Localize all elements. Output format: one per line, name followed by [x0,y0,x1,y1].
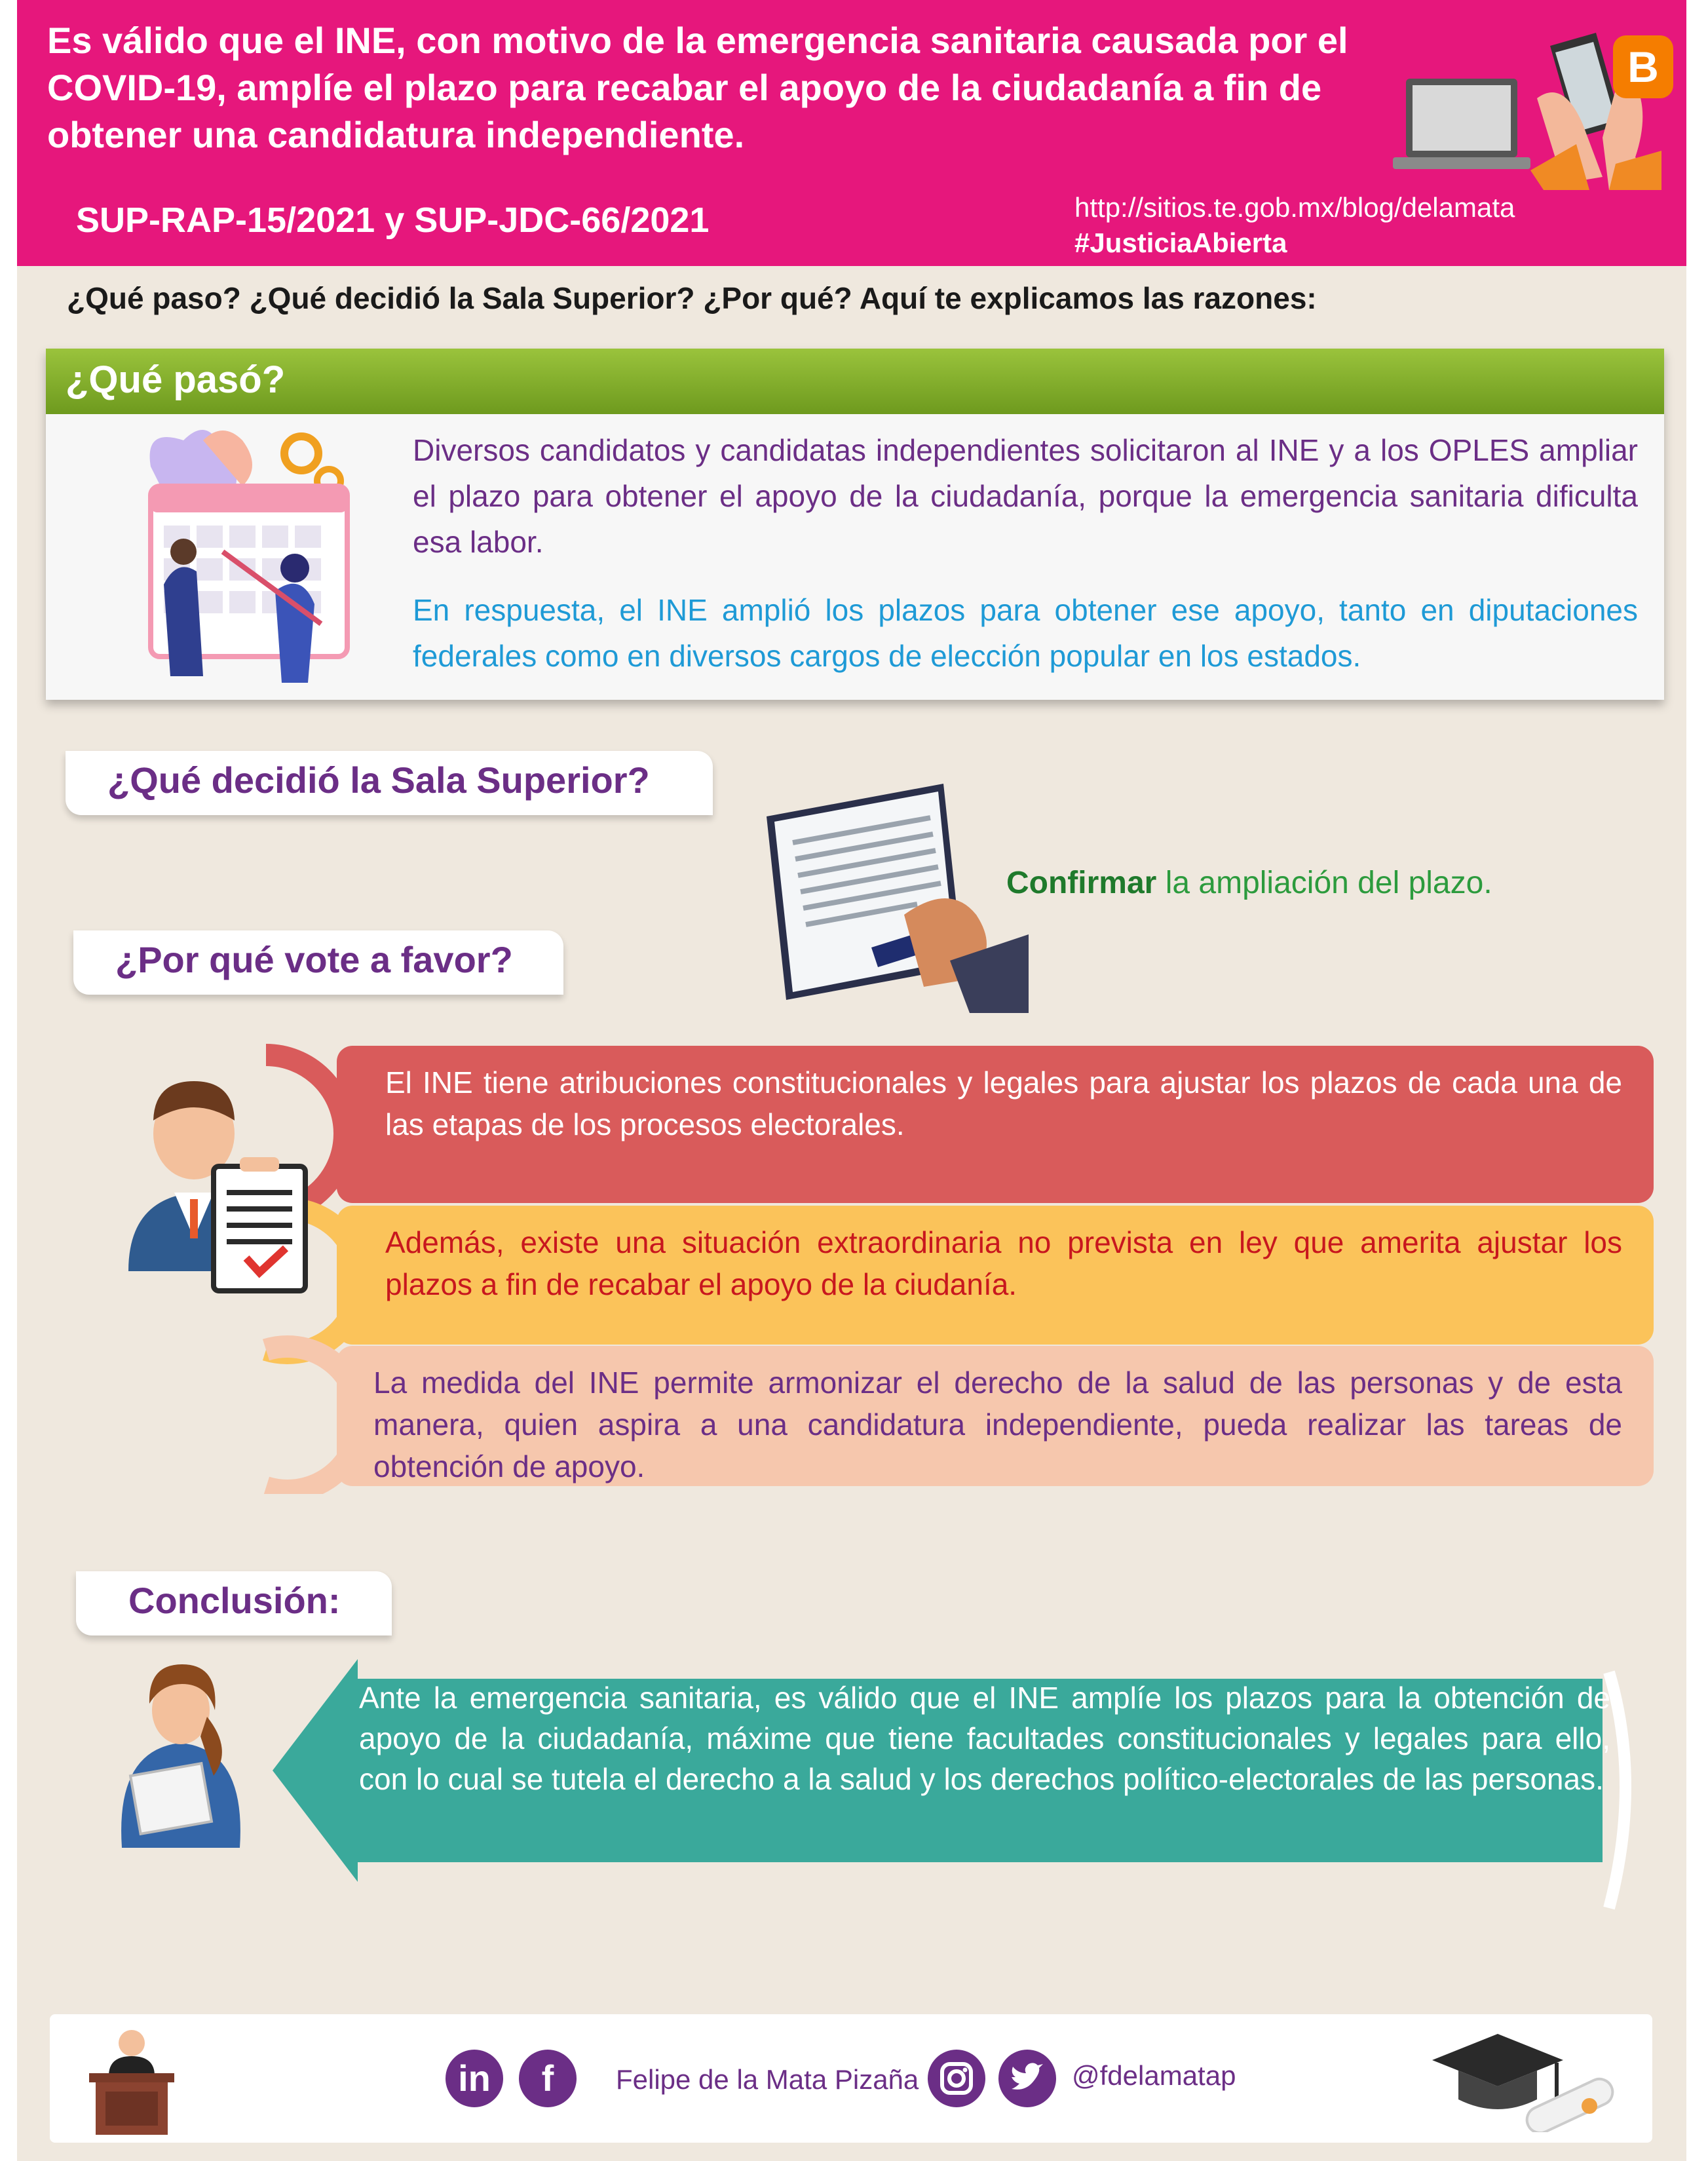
header-banner [17,0,1686,266]
document-signing-illustration [753,784,1029,1013]
que-paso-title: ¿Qué pasó? [66,358,286,401]
blogger-icon[interactable]: B [1613,35,1673,98]
woman-documents-illustration [109,1658,253,1848]
facebook-icon[interactable]: f [519,2050,577,2107]
infographic-page [17,0,1686,2161]
que-paso-header [46,349,1664,414]
twitter-icon[interactable] [998,2050,1056,2107]
que-paso-paragraph-2: En respuesta, el INE amplió los plazos para obtener ese apoyo, tanto en diputaciones federales como en diversos cargos de elección popular en los estados. [413,593,1638,673]
decision-tab: ¿Qué decidió la Sala Superior? [66,751,713,815]
intro-question: ¿Qué paso? ¿Qué decidió la Sala Superior? ¿Por qué? Aquí te explicamos las razones: [67,281,1317,315]
reason-item-3: La medida del INE permite armonizar el derecho de la salud de las personas y de esta manera, quien aspira a una candidatura independiente, pueda realizar las tareas de obtención de apoyo. [337,1346,1654,1486]
conclusion-text: Ante la emergencia sanitaria, es válido que el INE amplíe los plazos para la obtención de apoyo de la ciudadanía, máxime que tiene facultades constitucionales y legales para ello, con lo cual se tutela el derecho a la salud y los derechos político-electorales de las personas. [359,1681,1610,1796]
que-paso-card [46,349,1664,700]
graduation-cap-icon [1426,2027,1622,2132]
hashtag: #JusticiaAbierta [1074,227,1287,258]
header-title: Es válido que el INE, con motivo de la emergencia sanitaria causada por el COVID-19, amplíe el plazo para recabar el apoyo de la ciudadanía a fin de obtener una candidatura independiente. [47,20,1348,155]
decision-verb: Confirmar [1006,866,1157,900]
que-paso-paragraph-1: Diversos candidatos y candidatas independientes solicitaron al INE y a los OPLES ampliar el plazo para obtener el apoyo de la ciudadanía, porque la emergencia sanitaria dificulta esa labor. [413,433,1638,559]
footer-name: Felipe de la Mata Pizaña [616,2064,919,2095]
footer-handle: @fdelamatap [1072,2060,1236,2091]
decision-rest: la ampliación del plazo. [1156,866,1492,900]
judge-podium-icon [76,2023,187,2135]
reasons-tab: ¿Por qué vote a favor? [73,930,563,995]
conclusion-tab: Conclusión: [76,1571,392,1635]
reason-item-2: Además, existe una situación extraordinaria no prevista en ley que amerita ajustar los plazos a fin de recabar el apoyo de la ciudanía. [337,1206,1654,1345]
decision-text [1006,865,1492,901]
calendar-people-illustration [124,427,387,689]
linkedin-icon[interactable]: in [446,2050,503,2107]
case-number: SUP-RAP-15/2021 y SUP-JDC-66/2021 [76,201,710,240]
blog-url-link[interactable]: http://sitios.te.gob.mx/blog/delamata [1074,192,1515,223]
footer-bar [50,2014,1652,2143]
reason-item-1: El INE tiene atribuciones constitucionales y legales para ajustar los plazos de cada una de las etapas de los procesos electorales. [337,1046,1654,1203]
instagram-icon[interactable] [928,2050,985,2107]
